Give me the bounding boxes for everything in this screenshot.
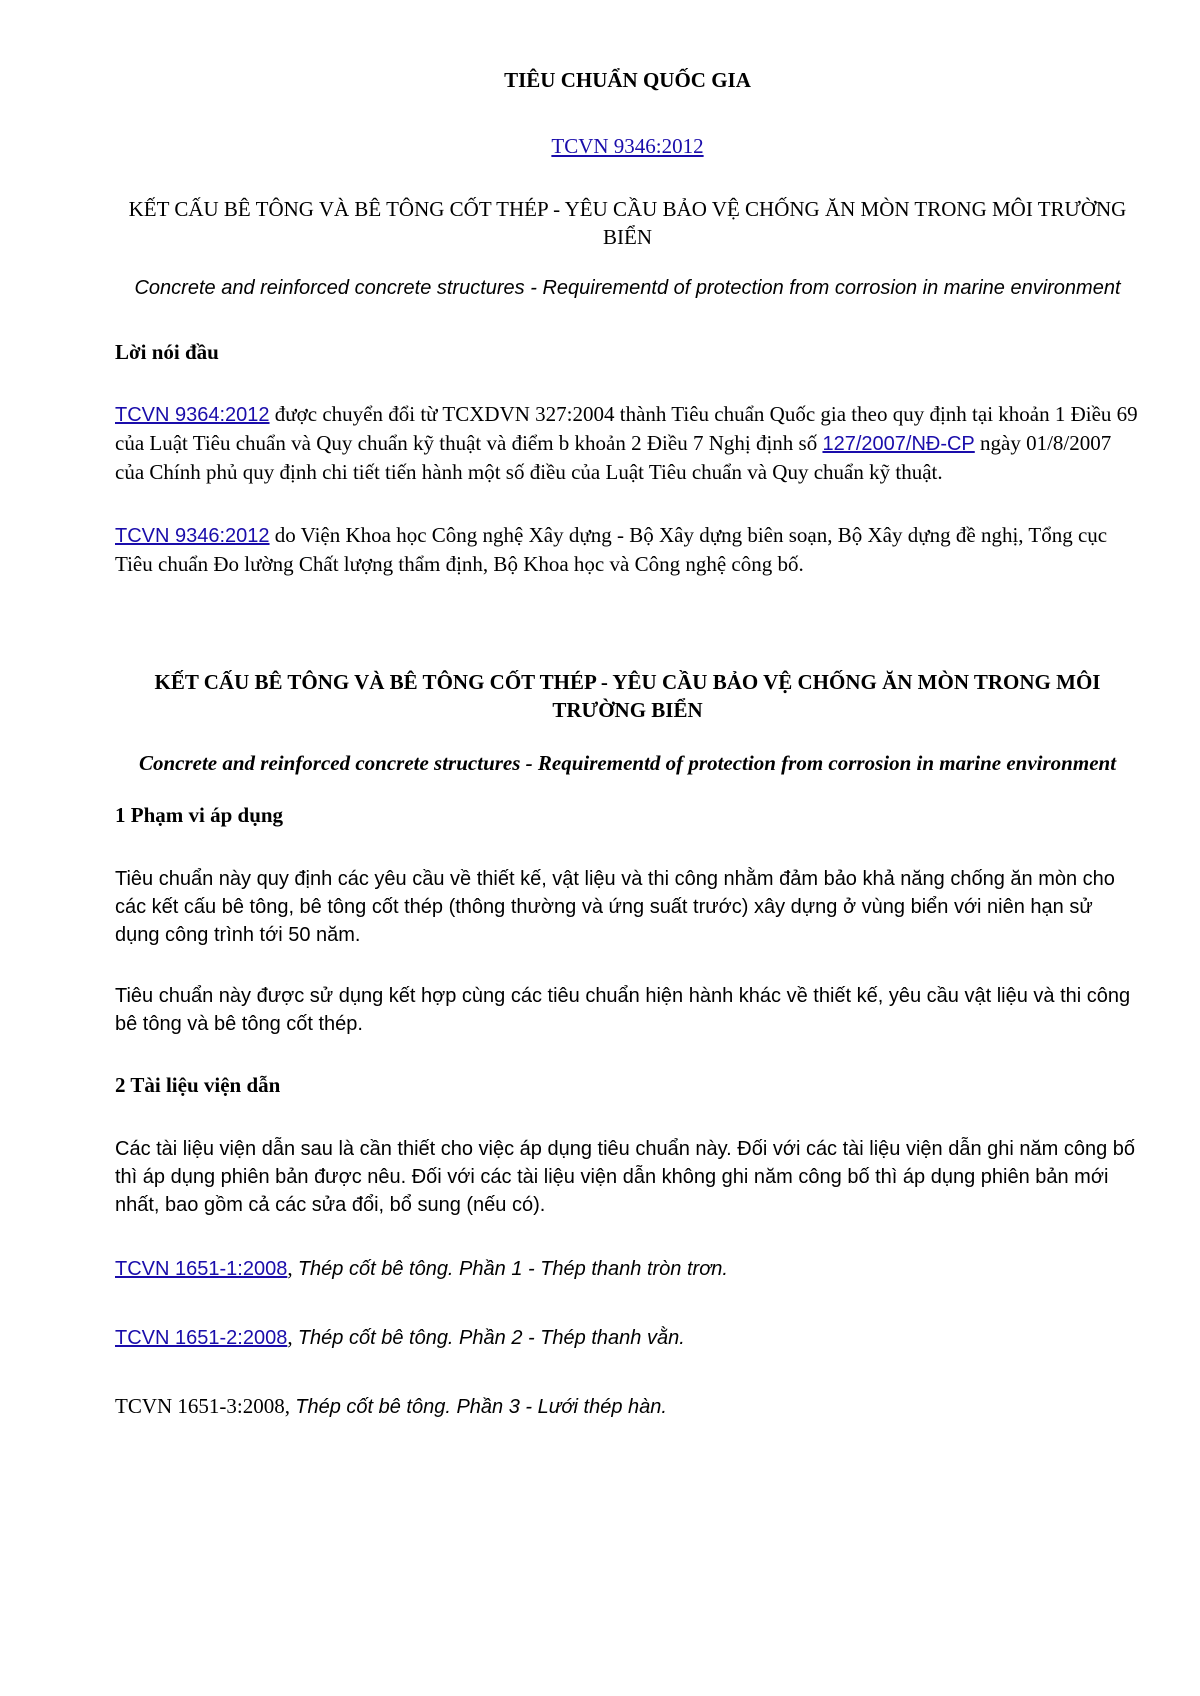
main-title-en: Concrete and reinforced concrete structures - Requirementd of protection from corrosion in marine environment: [138, 751, 1117, 775]
reference-code-3: TCVN 1651-3:2008: [115, 1394, 285, 1418]
decree-127-link[interactable]: 127/2007/NĐ-CP: [822, 433, 975, 455]
national-standard-label: TIÊU CHUẨN QUỐC GIA: [504, 68, 751, 92]
foreword-p2-text: do Viện Khoa học Công nghệ Xây dựng - Bộ Xây dựng biên soạn, Bộ Xây dựng đề nghị, Tổng cục Tiêu chuẩn Đo lường Chất lượng thẩm định, Bộ Khoa học và Công nghệ công bố.: [115, 523, 1108, 576]
reference-title-2: Thép cốt bê tông. Phần 2 - Thép thanh vằn.: [297, 1327, 685, 1349]
section-2-intro: Các tài liệu viện dẫn sau là cần thiết cho việc áp dụng tiêu chuẩn này. Đối với các tài liệu viện dẫn ghi năm công bố thì áp dụng phiên bản được nêu. Đối với các tài liệu viện dẫn không ghi năm công bố thì áp dụng phiên bản mới nhất, bao gồm cả các sửa đổi, bổ sung (nếu có).: [115, 1138, 1136, 1216]
reference-item: TCVN 1651-3:2008, Thép cốt bê tông. Phần 3 - Lưới thép hàn.: [115, 1394, 667, 1418]
foreword-paragraph-1: [115, 400, 1140, 486]
section-1-heading: 1 Phạm vi áp dụng: [115, 803, 284, 827]
tcvn-1651-2-link[interactable]: TCVN 1651-2:2008: [115, 1327, 288, 1349]
reference-title-1: Thép cốt bê tông. Phần 1 - Thép thanh tròn trơn.: [297, 1258, 728, 1280]
foreword-p1-text-1: được chuyển đổi từ TCXDVN 327:2004 thành Tiêu chuẩn Quốc gia theo quy định tại khoản 1 Điều 69 của Luật Tiêu chuẩn và Quy chuẩn kỹ thuật và điểm b khoản 2 Điều 7 Nghị định số: [115, 402, 1138, 455]
foreword-p1-text-2: ngày 01/8/2007 của Chính phủ quy định chi tiết tiến hành một số điều của Luật Tiêu chuẩn và Quy chuẩn kỹ thuật.: [115, 431, 1112, 484]
standard-code-link[interactable]: TCVN 9346:2012: [551, 134, 704, 158]
section-1-paragraph-1: Tiêu chuẩn này quy định các yêu cầu về thiết kế, vật liệu và thi công nhằm đảm bảo khả năng chống ăn mòn cho các kết cấu bê tông, bê tông cốt thép (thông thường và ứng suất trước) xây dựng ở vùng biển với niên hạn sử dụng công trình tới 50 năm.: [115, 868, 1115, 946]
tcvn-9346-link[interactable]: TCVN 9346:2012: [115, 525, 270, 547]
tcvn-1651-1-link[interactable]: TCVN 1651-1:2008: [115, 1258, 288, 1280]
reference-item: TCVN 1651-1:2008, Thép cốt bê tông. Phần 1 - Thép thanh tròn trơn.: [115, 1256, 728, 1280]
main-title-vi: KẾT CẤU BÊ TÔNG VÀ BÊ TÔNG CỐT THÉP - YÊU CẦU BẢO VỆ CHỐNG ĂN MÒN TRONG MÔI TRƯỜNG BIỂN: [154, 670, 1101, 722]
reference-item: TCVN 1651-2:2008, Thép cốt bê tông. Phần 2 - Thép thanh vằn.: [115, 1325, 685, 1349]
section-2-heading: 2 Tài liệu viện dẫn: [115, 1073, 281, 1097]
standard-code-paragraph: [115, 132, 1140, 160]
document-title-vi: KẾT CẤU BÊ TÔNG VÀ BÊ TÔNG CỐT THÉP - YÊU CẦU BẢO VỆ CHỐNG ĂN MÒN TRONG MÔI TRƯỜNG BIỂN: [128, 197, 1127, 249]
foreword-heading: Lời nói đầu: [115, 340, 219, 364]
foreword-paragraph-2: [115, 521, 1140, 578]
section-1-paragraph-2: Tiêu chuẩn này được sử dụng kết hợp cùng các tiêu chuẩn hiện hành khác về thiết kế, yêu cầu vật liệu và thi công bê tông và bê tông cốt thép.: [115, 985, 1131, 1035]
document-title-en: Concrete and reinforced concrete structures - Requirementd of protection from corrosion in marine environment: [134, 277, 1121, 299]
tcvn-9364-link[interactable]: TCVN 9364:2012: [115, 404, 270, 426]
reference-title-3: Thép cốt bê tông. Phần 3 - Lưới thép hàn.: [295, 1396, 667, 1418]
